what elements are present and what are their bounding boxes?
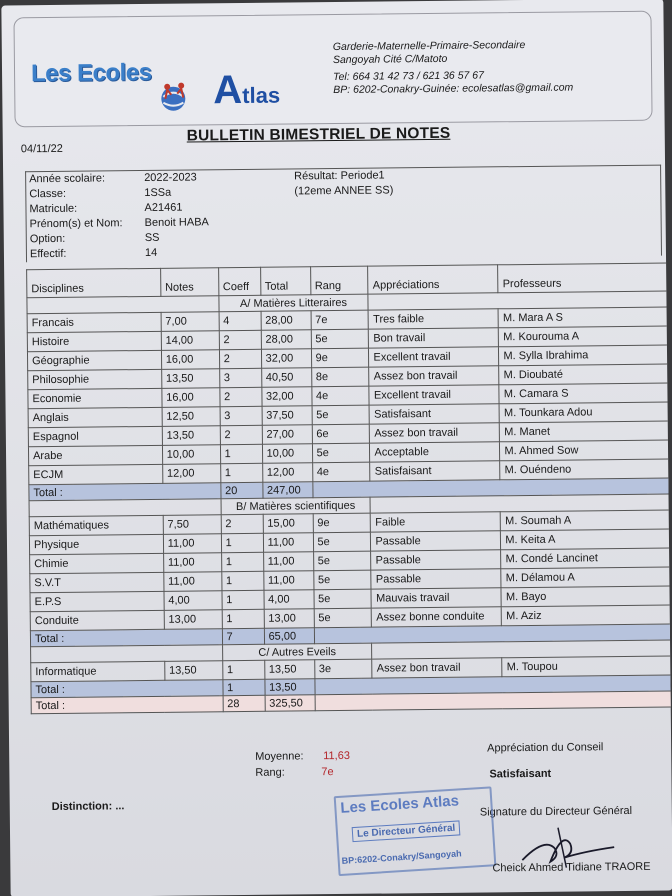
appreciation-cell: Assez bon travail [369, 366, 499, 386]
section-total-label: Total : [31, 680, 223, 698]
rang-cell: 4e [311, 386, 369, 406]
coeff-cell: 1 [222, 609, 264, 628]
professeur-cell: M. Délamou A [501, 567, 672, 588]
appreciation-cell: Mauvais travail [371, 588, 501, 608]
total-cell: 32,00 [261, 387, 311, 407]
stamp-school-name: Les Ecoles Atlas [339, 792, 460, 817]
professeur-cell: M. Ahmed Sow [500, 440, 672, 461]
total-cell: 28,00 [261, 330, 311, 350]
signature-label: Signature du Directeur Général [479, 804, 633, 819]
header-coeff: Coeff [218, 267, 260, 295]
discipline-cell: Anglais [28, 407, 162, 427]
professeur-cell: M. Manet [500, 421, 672, 442]
coeff-cell: 1 [221, 552, 263, 571]
section-total-label: Total : [30, 629, 222, 647]
student-info-value: 2022-2023 [144, 171, 197, 185]
professeur-cell: M. Toupou [502, 656, 672, 677]
total-cell: 15,00 [263, 514, 313, 534]
note-cell: 12,50 [162, 407, 220, 427]
coeff-cell: 1 [220, 444, 262, 463]
note-cell: 16,00 [161, 350, 219, 370]
distinction-label: Distinction: ... [51, 800, 125, 814]
discipline-cell: S.V.T [30, 572, 164, 592]
discipline-cell: Chimie [30, 553, 164, 573]
note-cell: 4,00 [164, 591, 222, 611]
rang-cell: 5e [314, 589, 372, 609]
total-cell: 11,00 [263, 533, 313, 553]
coeff-cell: 1 [222, 660, 264, 679]
discipline-cell: Philosophie [28, 369, 162, 389]
student-info-value: Benoit HABA [144, 216, 209, 230]
coeff-cell: 1 [221, 533, 263, 552]
professeur-cell: M. Soumah A [501, 510, 672, 531]
coeff-cell: 4 [219, 311, 261, 330]
discipline-cell: Géographie [27, 350, 161, 370]
logo-atlas-rest: tlas [242, 82, 281, 108]
coeff-cell: 1 [221, 571, 263, 590]
report-card-paper [1, 0, 672, 896]
note-cell: 13,50 [162, 426, 220, 446]
student-info-value: A21461 [144, 201, 183, 215]
note-cell: 11,00 [164, 572, 222, 592]
moyenne-label: Moyenne: [255, 750, 304, 763]
professeur-cell: M. Sylla Ibrahima [499, 345, 672, 366]
rang-cell: 5e [311, 329, 369, 349]
student-info-label: Année scolaire: [29, 172, 106, 186]
rang-cell: 9e [313, 513, 371, 533]
globe-logo-icon [153, 78, 193, 114]
student-info-label: Option: [29, 232, 66, 246]
stamp-director-title: Le Directeur Général [352, 820, 461, 842]
appreciation-cell: Faible [371, 512, 501, 532]
total-cell: 13,50 [264, 660, 314, 680]
appreciation-cell: Tres faible [369, 309, 499, 329]
discipline-cell: Mathématiques [29, 515, 163, 535]
note-cell: 12,00 [162, 464, 220, 484]
rang-label: Rang: [255, 766, 285, 779]
moyenne-value: 11,63 [323, 749, 351, 763]
appreciation-cell: Passable [371, 550, 501, 570]
section-title: C/ Autres Eveils [222, 643, 372, 661]
school-phone: Tel: 664 31 42 73 / 621 36 57 67 [333, 69, 484, 84]
discipline-cell: E.P.S [30, 591, 164, 611]
appreciation-cell: Satisfaisant [370, 404, 500, 424]
header-professeurs: Professeurs [498, 263, 672, 293]
coeff-cell: 3 [219, 368, 261, 387]
discipline-cell: Histoire [27, 331, 161, 351]
coeff-cell: 2 [220, 425, 262, 444]
discipline-cell: Physique [29, 534, 163, 554]
professeur-cell: M. Keita A [501, 529, 672, 550]
school-address: Sangoyah Cité C/Matoto [332, 52, 448, 67]
discipline-cell: Francais [27, 312, 161, 332]
logo-atlas [213, 68, 280, 114]
student-info-label: Matricule: [29, 202, 78, 216]
coeff-cell: 2 [219, 387, 261, 406]
discipline-cell: Conduite [30, 610, 164, 630]
total-cell: 28,00 [261, 311, 311, 331]
section-title: A/ Matières Litteraires [218, 294, 368, 312]
coeff-cell: 3 [220, 406, 262, 425]
logo-atlas-a: A [213, 67, 243, 113]
total-cell: 4,00 [264, 590, 314, 610]
section-total-coeff: 20 [220, 482, 262, 498]
coeff-cell: 1 [222, 590, 264, 609]
rang-cell: 5e [312, 443, 370, 463]
header-total: Total [260, 267, 310, 296]
discipline-cell: Arabe [28, 445, 162, 465]
student-info-label: Classe: [29, 187, 67, 201]
grades-table [26, 262, 672, 714]
note-cell: 11,00 [163, 553, 221, 573]
total-cell: 37,50 [262, 406, 312, 426]
header-disciplines: Disciplines [27, 268, 161, 297]
grand-total-spacer [315, 691, 672, 711]
student-info-extra: Résultat: Periode1 [294, 169, 385, 183]
student-info-value: 1SSa [144, 186, 172, 200]
school-stamp [334, 786, 497, 876]
rang-cell: 5e [313, 570, 371, 590]
appreciation-cell: Excellent travail [369, 347, 499, 367]
appreciation-cell: Passable [371, 531, 501, 551]
school-levels: Garderie-Maternelle-Primaire-Secondaire [332, 39, 526, 54]
rang-cell: 8e [311, 367, 369, 387]
appreciation-cell: Acceptable [370, 442, 500, 462]
document-title: BULLETIN BIMESTRIEL DE NOTES [186, 124, 451, 145]
rang-cell: 9e [311, 348, 369, 368]
professeur-cell: M. Bayo [501, 586, 672, 607]
total-cell: 11,00 [263, 552, 313, 572]
conseil-value: Satisfaisant [489, 767, 552, 781]
school-bp-email: BP: 6202-Conakry-Guinée: ecolesatlas@gmail.com [333, 81, 574, 97]
note-cell: 7,00 [161, 312, 219, 332]
student-info-value: 14 [144, 246, 158, 260]
rang-cell: 4e [312, 462, 370, 482]
professeur-cell: M. Aziz [502, 605, 672, 626]
note-cell: 7,50 [163, 515, 221, 535]
document-date: 04/11/22 [20, 142, 63, 156]
grand-total-value: 325,50 [265, 695, 315, 712]
section-total-coeff: 7 [222, 628, 264, 644]
professeur-cell: M. Camara S [499, 383, 672, 404]
professeur-cell: M. Ouéndeno [500, 459, 672, 480]
total-cell: 13,00 [264, 609, 314, 629]
rang-cell: 3e [314, 659, 372, 679]
note-cell: 10,00 [162, 445, 220, 465]
section-total-coeff: 1 [223, 679, 265, 695]
discipline-cell: ECJM [29, 464, 163, 484]
note-cell: 13,50 [164, 661, 222, 681]
appreciation-cell: Passable [371, 569, 501, 589]
logo-les-ecoles: Les Ecoles [30, 58, 152, 88]
appreciation-cell: Assez bon travail [370, 423, 500, 443]
student-info-label: Effectif: [29, 247, 67, 261]
section-total-value: 247,00 [262, 482, 312, 499]
student-info-label: Prénom(s) et Nom: [29, 217, 123, 231]
coeff-cell: 2 [219, 330, 261, 349]
total-cell: 10,00 [262, 444, 312, 464]
conseil-label: Appréciation du Conseil [487, 741, 604, 755]
student-info-extra [295, 241, 661, 260]
section-title: B/ Matières scientifiques [221, 497, 371, 515]
note-cell: 13,00 [164, 610, 222, 630]
professeur-cell: M. Kourouma A [499, 326, 672, 347]
school-info [333, 39, 574, 98]
header-appreciations: Appréciations [368, 265, 498, 294]
grand-total-coeff: 28 [223, 695, 265, 711]
rang-cell: 5e [312, 405, 370, 425]
coeff-cell: 2 [219, 349, 261, 368]
note-cell: 13,50 [161, 369, 219, 389]
appreciation-cell: Bon travail [369, 328, 499, 348]
total-cell: 11,00 [263, 571, 313, 591]
appreciation-cell: Assez bon travail [372, 658, 502, 678]
rang-value: 7e [321, 766, 334, 779]
professeur-cell: M. Tounkara Adou [499, 402, 672, 423]
professeur-cell: M. Mara A S [498, 307, 672, 328]
total-cell: 40,50 [261, 368, 311, 388]
discipline-cell: Informatique [31, 661, 165, 681]
student-info-extra: (12eme ANNEE SS) [294, 184, 394, 198]
coeff-cell: 1 [220, 463, 262, 482]
total-cell: 27,00 [262, 425, 312, 445]
appreciation-cell: Excellent travail [369, 385, 499, 405]
stamp-bp: BP:6202-Conakry/Sangoyah [341, 848, 462, 866]
total-cell: 32,00 [261, 349, 311, 369]
discipline-cell: Economie [28, 388, 162, 408]
rang-cell: 7e [311, 310, 369, 330]
student-info-value: SS [144, 231, 160, 245]
header-rang: Rang [310, 266, 368, 295]
section-total-label: Total : [29, 483, 221, 501]
professeur-cell: M. Dioubaté [499, 364, 672, 385]
rang-cell: 6e [312, 424, 370, 444]
student-info [25, 165, 662, 263]
coeff-cell: 2 [221, 514, 263, 533]
letterhead [13, 11, 652, 128]
note-cell: 14,00 [161, 331, 219, 351]
section-total-value: 65,00 [264, 628, 314, 645]
header-notes: Notes [160, 268, 218, 297]
rang-cell: 5e [314, 608, 372, 628]
note-cell: 11,00 [163, 534, 221, 554]
appreciation-cell: Assez bonne conduite [372, 607, 502, 627]
rang-cell: 5e [313, 551, 371, 571]
rang-cell: 5e [313, 532, 371, 552]
grand-total-label: Total : [31, 696, 223, 714]
appreciation-cell: Satisfaisant [370, 461, 500, 481]
note-cell: 16,00 [162, 388, 220, 408]
director-name: Cheick Ahmed Tidiane TRAORE [492, 860, 651, 875]
professeur-cell: M. Condé Lancinet [501, 548, 672, 569]
discipline-cell: Espagnol [28, 426, 162, 446]
section-total-value: 13,50 [264, 679, 314, 696]
total-cell: 12,00 [262, 463, 312, 483]
